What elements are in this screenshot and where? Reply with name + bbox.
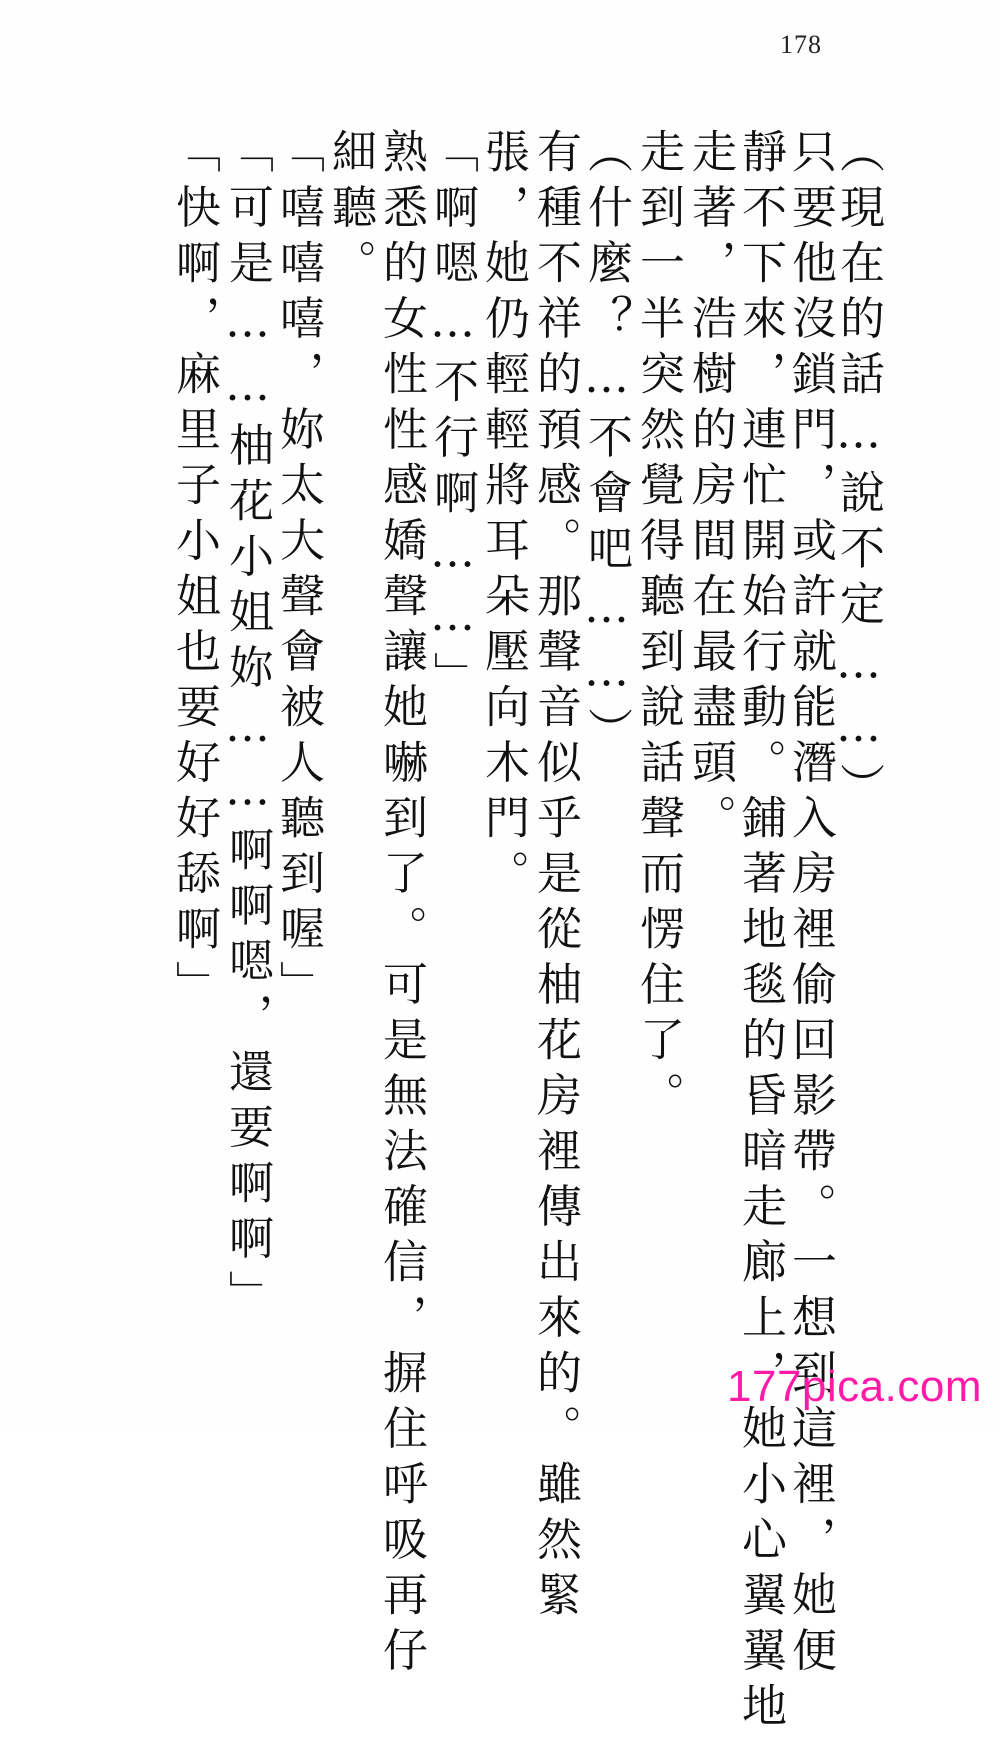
text-column: 「啊嗯…不行啊……」 [426, 128, 479, 707]
text-column: （現在的話…說不定……） [832, 128, 885, 818]
text-column: （什麼？…不會吧……） [580, 128, 633, 763]
text-column: 「可是……柚花小姐妳……啊啊嗯，還要啊啊」 [221, 128, 274, 1326]
text-column: 只要他沒鎖門，或許就能潛入房裡偷回影帶。一想到這裡，她便 [784, 128, 837, 1682]
text-column: 張，她仍輕輕將耳朵壓向木門。 [477, 128, 530, 905]
text-column: 熟悉的女性性感嬌聲讓她嚇到了。可是無法確信，摒住呼吸再仔 [375, 128, 428, 1682]
text-column: 有種不祥的預感。那聲音似乎是從柚花房裡傳出來的。雖然緊 [529, 128, 582, 1627]
text-column: 細聽。 [324, 128, 377, 295]
text-column: 「快啊，麻里子小姐也要好好舔啊」 [168, 128, 221, 1016]
site-watermark: 177pica.com [727, 1362, 982, 1411]
text-column: 走到一半突然覺得聽到說話聲而愣住了。 [632, 128, 685, 1127]
page-number: 178 [780, 30, 822, 59]
text-column: 「嘻嘻嘻，妳太大聲會被人聽到喔」 [272, 128, 325, 1016]
text-column: 走著，浩樹的房間在最盡頭。 [684, 128, 737, 850]
text-column: 靜不下來，連忙開始行動。鋪著地毯的昏暗走廊上，她小心翼翼地 [734, 128, 787, 1738]
